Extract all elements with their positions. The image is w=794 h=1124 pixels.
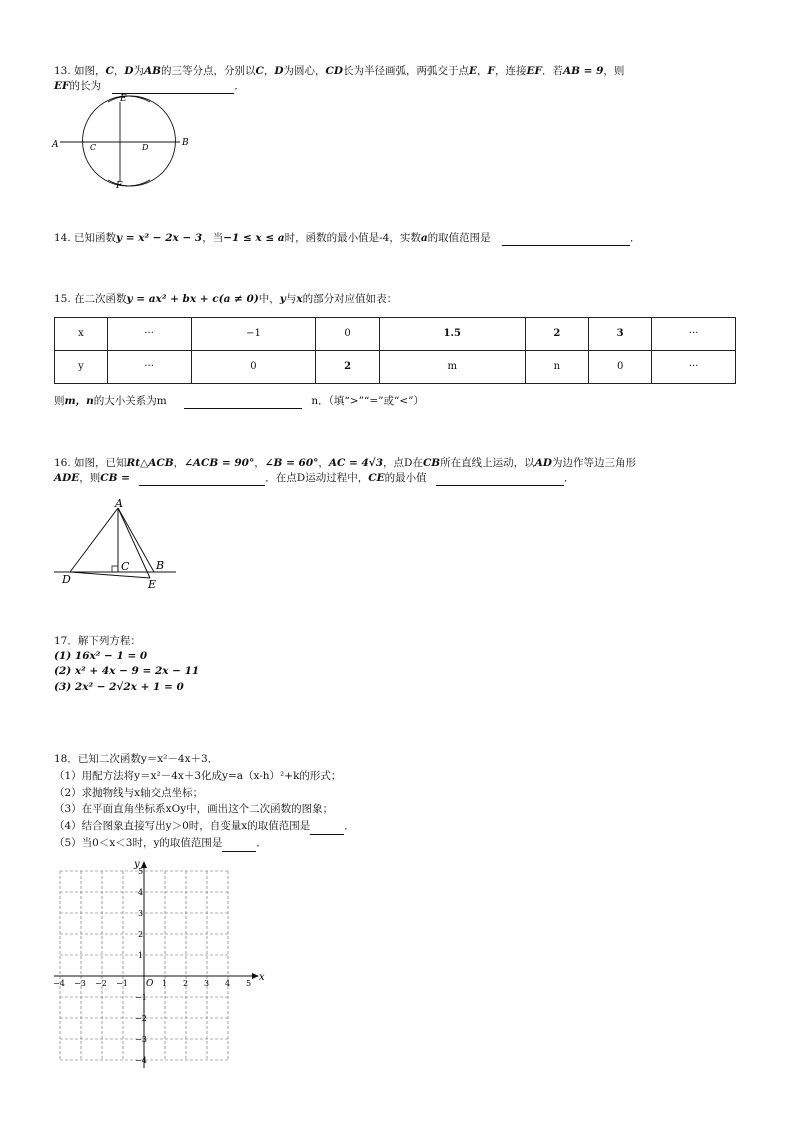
table-cell: x (55, 318, 108, 351)
x-tick-label: 4 (225, 979, 231, 988)
q14-number: 14. (54, 232, 71, 244)
q13-label-a: A (52, 140, 59, 150)
table-cell: 0 (589, 351, 652, 384)
table-cell: 0 (316, 318, 379, 351)
q16-label-b: B (156, 559, 165, 572)
q15-answer-line: 则m，n的大小关系为m n．（填“>”“=”或“<”） (54, 394, 744, 409)
y-tick-label: 5 (138, 867, 144, 876)
q16-label-a: A (115, 497, 123, 510)
table-cell: ··· (652, 351, 736, 384)
table-cell: 2 (316, 351, 379, 384)
x-tick-label: −3 (74, 979, 86, 988)
q13-number: 13. (54, 65, 71, 77)
y-tick-label: 2 (138, 930, 144, 939)
q17-item: (2) x² + 4x − 9 = 2x − 11 (54, 665, 200, 678)
table-cell: 0 (191, 351, 316, 384)
x-axis-label: x (259, 972, 265, 983)
q18-coordinate-grid (54, 860, 264, 1065)
q18-title: 18．已知二次函数y＝x²－4x＋3． (54, 753, 219, 765)
q17-title: 17．解下列方程： (54, 635, 141, 647)
q18-item: （2）求抛物线与x轴交点坐标； (54, 786, 204, 799)
q16-answer-blank-1[interactable] (139, 474, 265, 486)
q16-number: 16. (54, 457, 71, 469)
question-13: 13. 如图，C，D为AB的三等分点，分别以C，D为圆心，CD长为半径画弧，两弧交于点E，F，连接EF．若AB = 9，则 EF的长为 ． (54, 64, 744, 94)
q18-blank-4[interactable] (310, 823, 344, 835)
x-tick-label: −1 (116, 979, 128, 988)
y-tick-label: −2 (135, 1014, 147, 1023)
question-17 (54, 634, 744, 695)
q16-label-d: D (62, 573, 71, 586)
question-18 (54, 751, 744, 852)
q16-segment-ad (70, 508, 118, 572)
y-axis-label: y (134, 859, 140, 870)
q13-label-f: F (116, 181, 123, 191)
q16-figure (50, 498, 180, 590)
table-cell: −1 (191, 318, 316, 351)
q16-segment-de (70, 572, 150, 578)
question-14: 14. 已知函数y = x² − 2x − 3，当−1 ≤ x ≤ a时，函数的最小值是-4，实数a的取值范围是 ． (54, 231, 744, 246)
y-tick-label: −4 (135, 1056, 147, 1065)
q13-arc-left (83, 96, 150, 186)
q18-item-4: （4）结合图象直接写出y＞0时，自变量x的取值范围是 ． (54, 818, 744, 835)
q14-answer-blank[interactable] (502, 234, 630, 246)
table-row (55, 318, 736, 351)
q15-number: 15. (54, 293, 71, 305)
table-cell: ··· (107, 351, 191, 384)
q13-label-d: D (142, 143, 149, 152)
question-15: 15. 在二次函数y = ax² + bx + c(a ≠ 0)中，y与x的部分对应值如表： (54, 293, 398, 305)
table-cell: ··· (652, 318, 736, 351)
q18-item-5: （5）当0＜x＜3时，y的取值范围是 ． (54, 835, 744, 852)
x-tick-label: 5 (246, 979, 252, 988)
q16-answer-blank-2[interactable] (436, 474, 564, 486)
q15-value-table (54, 317, 736, 384)
origin-label: O (146, 979, 154, 989)
table-cell: n (525, 351, 588, 384)
table-row (55, 351, 736, 384)
q13-label-c: C (90, 143, 97, 152)
q13-arc-right (108, 96, 175, 186)
q16-right-angle-mark (112, 566, 118, 572)
q16-label-c: C (121, 560, 130, 573)
q16-label-e: E (148, 578, 157, 591)
table-cell: y (55, 351, 108, 384)
table-cell: 1.5 (379, 318, 525, 351)
q17-item: (1) 16x² − 1 = 0 (54, 650, 148, 663)
q18-item: （3）在平面直角坐标系xOy中，画出这个二次函数的图象； (54, 803, 334, 816)
table-cell: ··· (107, 318, 191, 351)
q17-item: (3) 2x² − 2√2x + 1 = 0 (54, 680, 184, 693)
y-tick-label: 1 (138, 951, 144, 960)
q13-label-e: E (120, 94, 127, 104)
question-16: 16. 如图，已知Rt△ACB，∠ACB = 90°，∠B = 60°，AC = 4√3，点D在CB所在直线上运动，以AD为边作等边三角形 ADE，则CB = ．在点D运动过程中，CE的最小值 ． (54, 456, 744, 486)
y-tick-label: −3 (135, 1035, 147, 1044)
q18-blank-5[interactable] (222, 840, 256, 852)
table-cell: m (379, 351, 525, 384)
table-cell: 3 (589, 318, 652, 351)
q15-answer-blank[interactable] (184, 397, 302, 409)
x-tick-label: 3 (204, 979, 210, 988)
y-tick-label: −1 (135, 993, 147, 1002)
table-cell: 2 (525, 318, 588, 351)
y-tick-label: 3 (138, 909, 144, 918)
x-tick-label: −2 (95, 979, 107, 988)
q18-item: （1）用配方法将y＝x²－4x＋3化成y=a（x-h）²+k的形式； (54, 769, 342, 782)
y-tick-label: 4 (138, 888, 144, 897)
x-tick-label: −4 (53, 979, 65, 988)
x-axis-arrow (252, 973, 259, 979)
x-tick-label: 1 (162, 979, 168, 988)
q13-label-b: B (182, 138, 189, 148)
x-tick-label: 2 (183, 979, 189, 988)
q13-figure (50, 92, 200, 192)
